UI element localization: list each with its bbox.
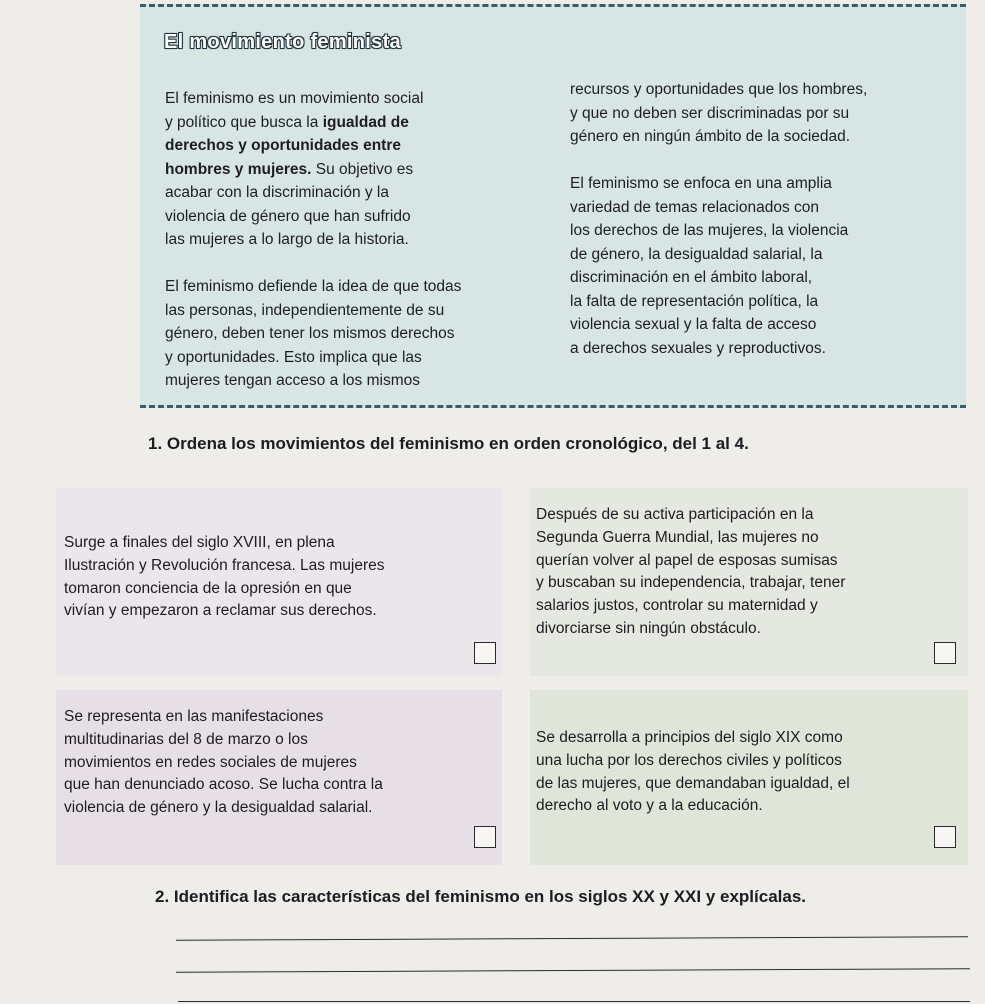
card-line: una lucha por los derechos civiles y políticos (536, 751, 842, 769)
info-right-line: género en ningún ámbito de la sociedad. (570, 128, 851, 145)
normal-text: Su objetivo es (311, 160, 414, 178)
info-left-line: El feminismo es un movimiento social (165, 90, 424, 107)
card-3-text (64, 706, 502, 820)
card-line: Se representa en las manifestaciones (64, 708, 324, 725)
card-1-text (64, 532, 502, 623)
card-line: Surge a finales del siglo XVIII, en plena (64, 534, 335, 551)
bold-text: igualdad de (322, 113, 409, 131)
card-line: querían volver al papel de esposas sumisas (536, 551, 838, 569)
info-panel (140, 4, 966, 408)
card-4-text (536, 727, 968, 818)
info-left-line: El feminismo defiende la idea de que todas (165, 278, 462, 295)
info-right-line: recursos y oportunidades que los hombres, (570, 81, 868, 98)
info-right-column (570, 78, 960, 360)
info-right-line: El feminismo se enfoca en una amplia (570, 175, 832, 192)
info-title: El movimiento feminista (164, 31, 401, 53)
info-right-line: violencia sexual y la falta de acceso (570, 316, 817, 333)
card-line: tomaron conciencia de la opresión en que (64, 579, 352, 597)
card-line: violencia de género y la desigualdad salarial. (64, 799, 373, 817)
question-1: 1. Ordena los movimientos del feminismo en orden cronológico, del 1 al 4. (148, 434, 749, 453)
order-checkbox-3[interactable] (474, 826, 496, 848)
card-line: Después de su activa participación en la (536, 506, 814, 523)
card-line: derecho al voto y a la educación. (536, 797, 763, 815)
info-left-line (165, 111, 550, 135)
card-line: Ilustración y Revolución francesa. Las mujeres (64, 556, 385, 574)
normal-text: y político que busca la (165, 113, 323, 131)
info-left-line: mujeres tengan acceso a los mismos (165, 372, 421, 389)
info-left-line (165, 134, 550, 158)
info-right-line: la falta de representación política, la (570, 292, 819, 310)
card-line: Segunda Guerra Mundial, las mujeres no (536, 528, 819, 546)
card-line: divorciarse sin ningún obstáculo. (536, 619, 761, 637)
info-right-line: variedad de temas relacionados con (570, 198, 820, 216)
card-line: vivían y empezaron a reclamar sus derechos. (64, 602, 377, 620)
order-checkbox-1[interactable] (474, 642, 496, 664)
card-line: Se desarrolla a principios del siglo XIX como (536, 729, 843, 746)
info-right-line: los derechos de las mujeres, la violencia (570, 222, 849, 239)
card-line: salarios justos, controlar su maternidad y (536, 597, 818, 615)
order-checkbox-4[interactable] (934, 826, 956, 848)
chronology-card-4 (530, 690, 968, 865)
question-2: 2. Identifica las características del feminismo en los siglos XX y XXI y explícalas. (155, 887, 807, 906)
info-left-line (165, 158, 550, 182)
info-left-line: acabar con la discriminación y la (165, 184, 389, 201)
card-line: que han denunciado acoso. Se lucha contra la (64, 776, 383, 794)
info-left-line: género, deben tener los mismos derechos (165, 325, 455, 342)
info-right-line: y que no deben ser discriminadas por su (570, 104, 850, 122)
info-left-line: violencia de género que han sufrido (165, 207, 411, 225)
info-right-line: de género, la desigualdad salarial, la (570, 245, 823, 263)
bold-text: hombres y mujeres. (165, 160, 312, 178)
info-left-line: las personas, independientemente de su (165, 301, 445, 319)
order-checkbox-2[interactable] (934, 642, 956, 664)
info-left-column (165, 87, 550, 393)
info-right-line: a derechos sexuales y reproductivos. (570, 339, 826, 357)
answer-line-3[interactable] (178, 1001, 970, 1002)
card-line: y buscaban su independencia, trabajar, tener (536, 574, 846, 592)
card-2-text (536, 504, 968, 641)
chronology-card-1 (56, 488, 502, 676)
chronology-card-2 (530, 488, 968, 676)
info-left-spacer (165, 252, 550, 276)
card-line: multitudinarias del 8 de marzo o los (64, 730, 308, 748)
info-left-line: las mujeres a lo largo de la historia. (165, 231, 409, 248)
chronology-card-3 (56, 690, 502, 865)
card-line: movimientos en redes sociales de mujeres (64, 753, 357, 771)
card-line: de las mujeres, que demandaban igualdad, el (536, 774, 850, 792)
answer-line-1[interactable] (176, 936, 968, 940)
answer-line-2[interactable] (176, 968, 970, 972)
bold-text: derechos y oportunidades entre (165, 137, 401, 154)
info-right-line: discriminación en el ámbito laboral, (570, 269, 813, 286)
info-left-line: y oportunidades. Esto implica que las (165, 348, 422, 366)
info-right-spacer (570, 149, 960, 173)
